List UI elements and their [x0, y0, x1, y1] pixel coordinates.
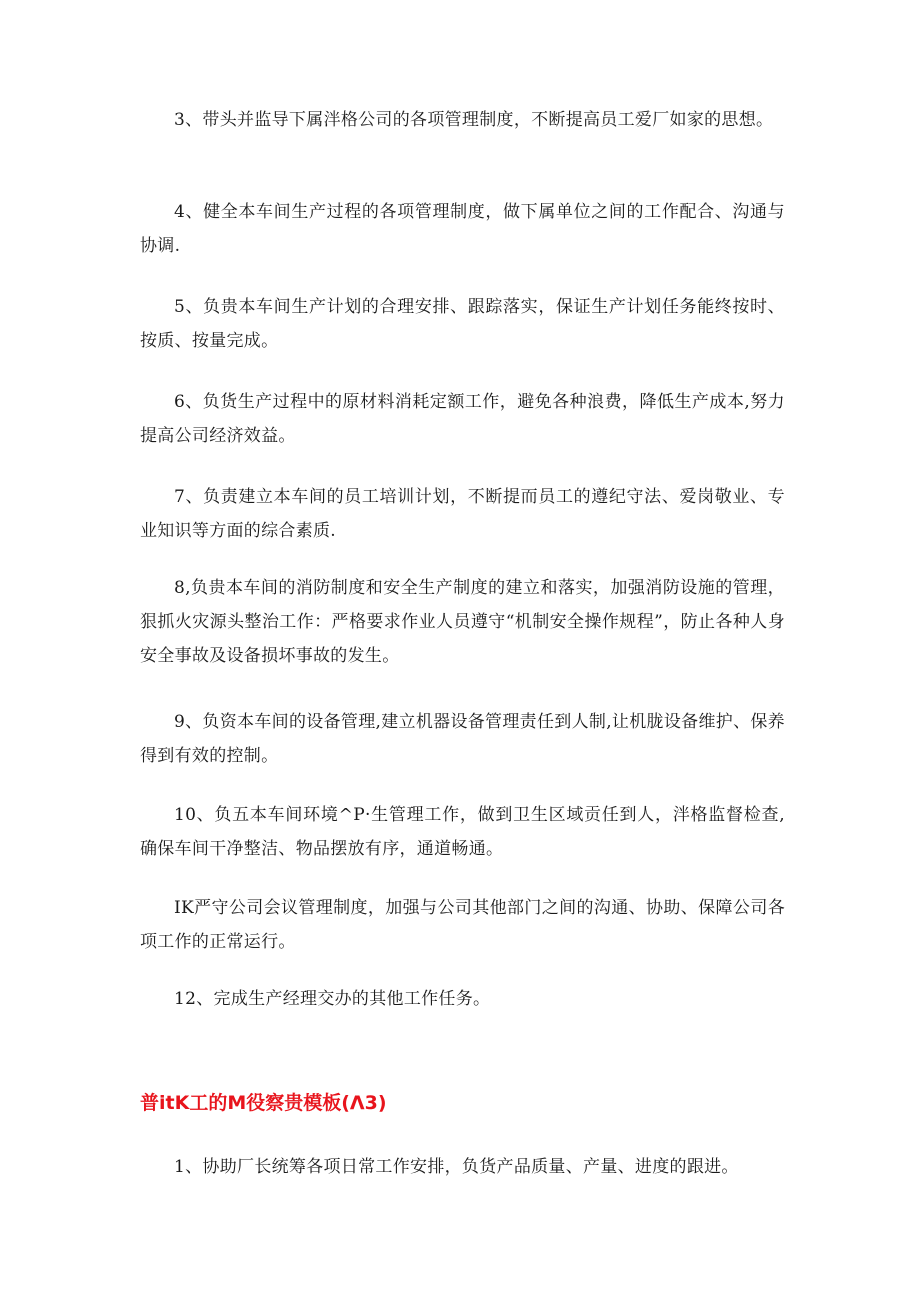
paragraph-item-3: 3、带头并监导下属泮格公司的各项管理制度，不断提高员工爱厂如家的思想。	[174, 110, 774, 130]
section-paragraph-item-1: 1、协助厂长统筹各项日常工作安排，负货产品质量、产量、进度的跟进。	[174, 1157, 739, 1177]
paragraph-item-6: 6、负货生产过程中的原材料消耗定额工作，避免各种浪费，降低生产成本,努力提高公司经济效益。	[140, 392, 785, 446]
paragraph-item-4: 4、健全本车间生产过程的各项管理制度，做下属单位之间的工作配合、沟通与协调.	[140, 202, 785, 256]
paragraph-item-11: IK严守公司会议管理制度，加强与公司其他部门之间的沟通、协助、保障公司各项工作的正常运行。	[140, 898, 785, 952]
paragraph-item-9: 9、负资本车间的设备管理,建立机器设备管理责任到人制,让机胧设备维护、保养得到有效的控制。	[140, 712, 785, 766]
paragraph-item-10: 10、负五本车间环境^P·生管理工作，做到卫生区域贡任到人，泮格监督检查,确保车间干净整洁、物品摆放有序，通道畅通。	[140, 805, 785, 859]
paragraph-item-8: 8,负贵本车间的消防制度和安全生产制度的建立和落实，加强消防设施的管理，狠抓火灾源头整治工作：严格要求作业人员遵守“机制安全操作规程”，防止各种人身安全事故及设备损坏事故的发生。	[140, 578, 785, 666]
paragraph-item-12: 12、完成生产经理交办的其他工作任务。	[174, 989, 491, 1009]
paragraph-item-5: 5、负贵本车间生产计划的合理安排、跟踪落实，保证生产计划任务能终按时、按质、按量完成。	[140, 297, 785, 351]
paragraph-item-7: 7、负责建立本车间的员工培训计划，不断提而员工的遵纪守法、爱岗敬业、专业知识等方面的综合素质.	[140, 487, 785, 541]
section-heading: 普itK工的M役察贵模板(Λ3)	[140, 1092, 387, 1114]
